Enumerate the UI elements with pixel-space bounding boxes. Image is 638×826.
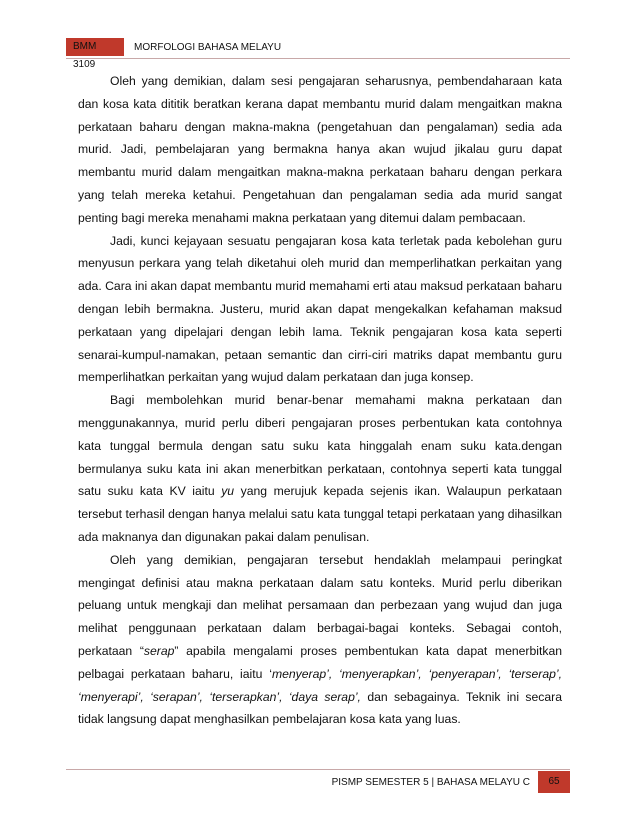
- paragraph-1: Oleh yang demikian, dalam sesi pengajaran seharusnya, pembendaharaan kata dan kosa kata dititik beratkan kerana dapat membantu murid dalam mengaitkan makna perkataan baharu dengan makna-makna (pengetahuan dan pengalaman) sedia ada murid. Jadi, pembelajaran yang bermakna hanya akan wujud jikalau guru dapat membantu murid dalam mengaitkan makna-makna perkataan baharu dengan perkara yang telah mereka ketahui. Pengetahuan dan pengalaman sedia ada murid sangat penting bagi mereka menahami makna perkataan yang ditemui dalam pembacaan.: [78, 74, 562, 225]
- paragraph-3-italic: yu: [221, 484, 235, 499]
- paragraph-4-text-b: ” apabila mengalami proses pembentukan kata dapat menerbitkan pelbagai perkataan baharu, iaitu ‘: [78, 643, 562, 681]
- page-footer: [332, 771, 570, 793]
- paragraph-3-text-a: Bagi membolehkan murid benar-benar memahami makna perkataan dan menggunakannya, murid perlu diberi pengajaran proses perbentukan kata contohnya kata tunggal bermula dengan satu suku kata hinggalah enam suku kata.dengan bermulanya suku kata ini akan menerbitkan perkataan, contohnya seperti kata tunggal satu suku kata KV iaitu: [78, 393, 562, 499]
- footer-divider: [66, 769, 570, 770]
- paragraph-3: [78, 389, 562, 549]
- paragraph-4-text-a: Oleh yang demikian, pengajaran tersebut hendaklah melampaui peringkat mengingat definisi atau makna perkataan dalam satu konteks. Murid perlu diberikan peluang untuk mengkaji dan melihat persamaan dan perbezaan yang wujud dan juga melihat penggunaan perkataan dalam berbagai-bagai konteks. Sebagai contoh, perkataan “: [78, 552, 562, 658]
- paragraph-4-text-c: dan sebagainya. Teknik ini secara tidak langsung dapat menghasilkan pembelajaran kosa kata yang luas.: [78, 689, 562, 727]
- header-divider: [66, 58, 570, 59]
- course-code-badge: BMM 3109: [66, 38, 124, 56]
- paragraph-3-text-b: yang merujuk kepada sejenis ikan. Walaupun perkataan tersebut terhasil dengan hanya melalui satu kata tunggal tetapi perkataan yang dihasilkan ada maknanya dan digunakan pakai dalam penulisan.: [78, 484, 562, 544]
- footer-label: PISMP SEMESTER 5 | BAHASA MELAYU C: [331, 776, 530, 788]
- document-body: [78, 70, 562, 731]
- paragraph-4-italic-a: serap: [143, 643, 175, 658]
- page-number: 65: [538, 771, 570, 793]
- paragraph-4-italic-b: menyerap’, ‘menyerapkan’, ‘penyerapan’, ‘terserap’, ‘menyerapi’, ‘serapan’, ‘terserapkan’, ‘daya serap’,: [78, 666, 562, 704]
- course-title: MORFOLOGI BAHASA MELAYU: [134, 41, 282, 53]
- paragraph-2: Jadi, kunci kejayaan sesuatu pengajaran kosa kata terletak pada kebolehan guru menyusun perkara yang telah diketahui oleh murid dan memperlihatkan perkaitan yang ada. Cara ini akan dapat membantu murid memahami erti atau maksud perkataan baharu dengan lebih bermakna. Justeru, murid akan dapat mengekalkan kefahaman maksud perkataan yang dipelajari dengan lebih lama. Teknik pengajaran kosa kata seperti senarai-kumpul-namakan, petaan semantic dan cirri-ciri matriks dapat membantu guru memperlihatkan perkaitan yang wujud dalam perkataan dan juga konsep.: [78, 233, 562, 385]
- paragraph-4: [78, 549, 562, 731]
- page-header: [66, 38, 282, 70]
